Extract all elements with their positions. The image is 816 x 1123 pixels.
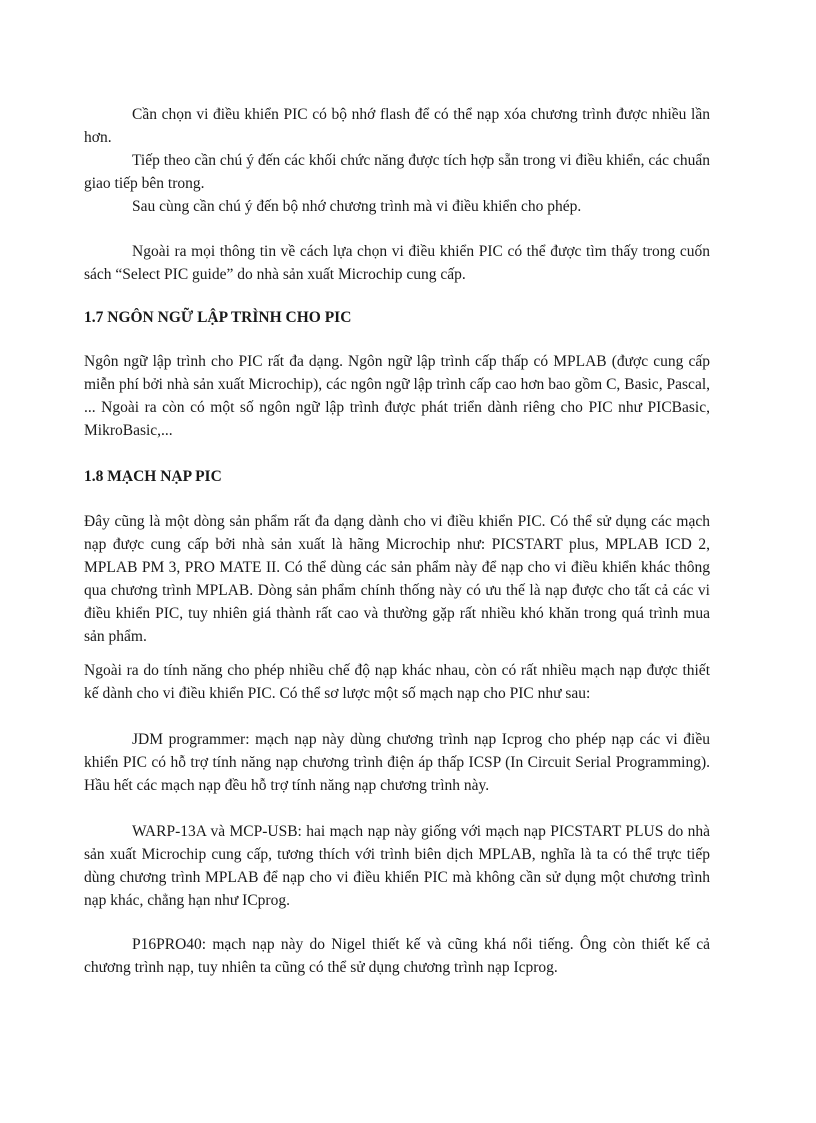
intro-paragraph-memory: Sau cùng cần chú ý đến bộ nhớ chương trình mà vi điều khiển cho phép. — [132, 198, 582, 215]
section-heading-1-8: 1.8 MẠCH NẠP PIC — [84, 468, 222, 485]
section-1-8-paragraph-warp: WARP-13A và MCP-USB: hai mạch nạp này giống với mạch nạp PICSTART PLUS do nhà sản xuất Microchip cung cấp, tương thích với trình biên dịch MPLAB, nghĩa là ta có thể trực tiếp dùng chương trình MPLAB để nạp cho vi điều khiển PIC mà không cần sử dụng một chương trình nạp khác, chẳng hạn như ICprog. — [84, 823, 710, 909]
section-1-8-paragraph-p16pro40: P16PRO40: mạch nạp này do Nigel thiết kế và cũng khá nổi tiếng. Ông còn thiết kế cả chương trình nạp, tuy nhiên ta cũng có thể sử dụng chương trình nạp Icprog. — [84, 936, 710, 976]
intro-paragraph-guide: Ngoài ra mọi thông tin về cách lựa chọn vi điều khiển PIC có thể được tìm thấy trong cuốn sách “Select PIC guide” do nhà sản xuất Microchip cung cấp. — [84, 243, 710, 283]
section-1-8-paragraph-jdm: JDM programmer: mạch nạp này dùng chương trình nạp Icprog cho phép nạp các vi điều khiển PIC có hỗ trợ tính năng nạp chương trình điện áp thấp ICSP (In Circuit Serial Programming). Hầu hết các mạch nạp đều hỗ trợ tính năng nạp chương trình này. — [84, 731, 710, 794]
intro-paragraph-flash: Cần chọn vi điều khiển PIC có bộ nhớ flash để có thể nạp xóa chương trình được nhiều lần hơn. — [84, 106, 710, 146]
section-1-8-paragraph-microchip: Đây cũng là một dòng sản phẩm rất đa dạng dành cho vi điều khiển PIC. Có thể sử dụng các mạch nạp được cung cấp bởi nhà sản xuất là hãng Microchip như: PICSTART plus, MPLAB ICD 2, MPLAB PM 3, PRO MATE II. Có thể dùng các sản phẩm này để nạp cho vi điều khiển khác thông qua chương trình MPLAB. Dòng sản phẩm chính thống này có ưu thế là nạp được cho tất cả các vi điều khiển PIC, tuy nhiên giá thành rất cao và thường gặp rất nhiều khó khăn trong quá trình mua sản phẩm. — [84, 513, 710, 645]
section-1-7-paragraph: Ngôn ngữ lập trình cho PIC rất đa dạng. Ngôn ngữ lập trình cấp thấp có MPLAB (được cung cấp miễn phí bởi nhà sản xuất Microchip), các ngôn ngữ lập trình cấp cao hơn bao gồm C, Basic, Pascal, ... Ngoài ra còn có một số ngôn ngữ lập trình được phát triển dành riêng cho PIC như PICBasic, MikroBasic,... — [84, 353, 710, 439]
section-heading-1-7: 1.7 NGÔN NGỮ LẬP TRÌNH CHO PIC — [84, 309, 352, 326]
intro-paragraph-peripherals: Tiếp theo cần chú ý đến các khối chức năng được tích hợp sẵn trong vi điều khiển, các chuẩn giao tiếp bên trong. — [84, 152, 710, 192]
section-1-8-paragraph-others: Ngoài ra do tính năng cho phép nhiều chế độ nạp khác nhau, còn có rất nhiều mạch nạp được thiết kế dành cho vi điều khiển PIC. Có thể sơ lược một số mạch nạp cho PIC như sau: — [84, 662, 710, 702]
